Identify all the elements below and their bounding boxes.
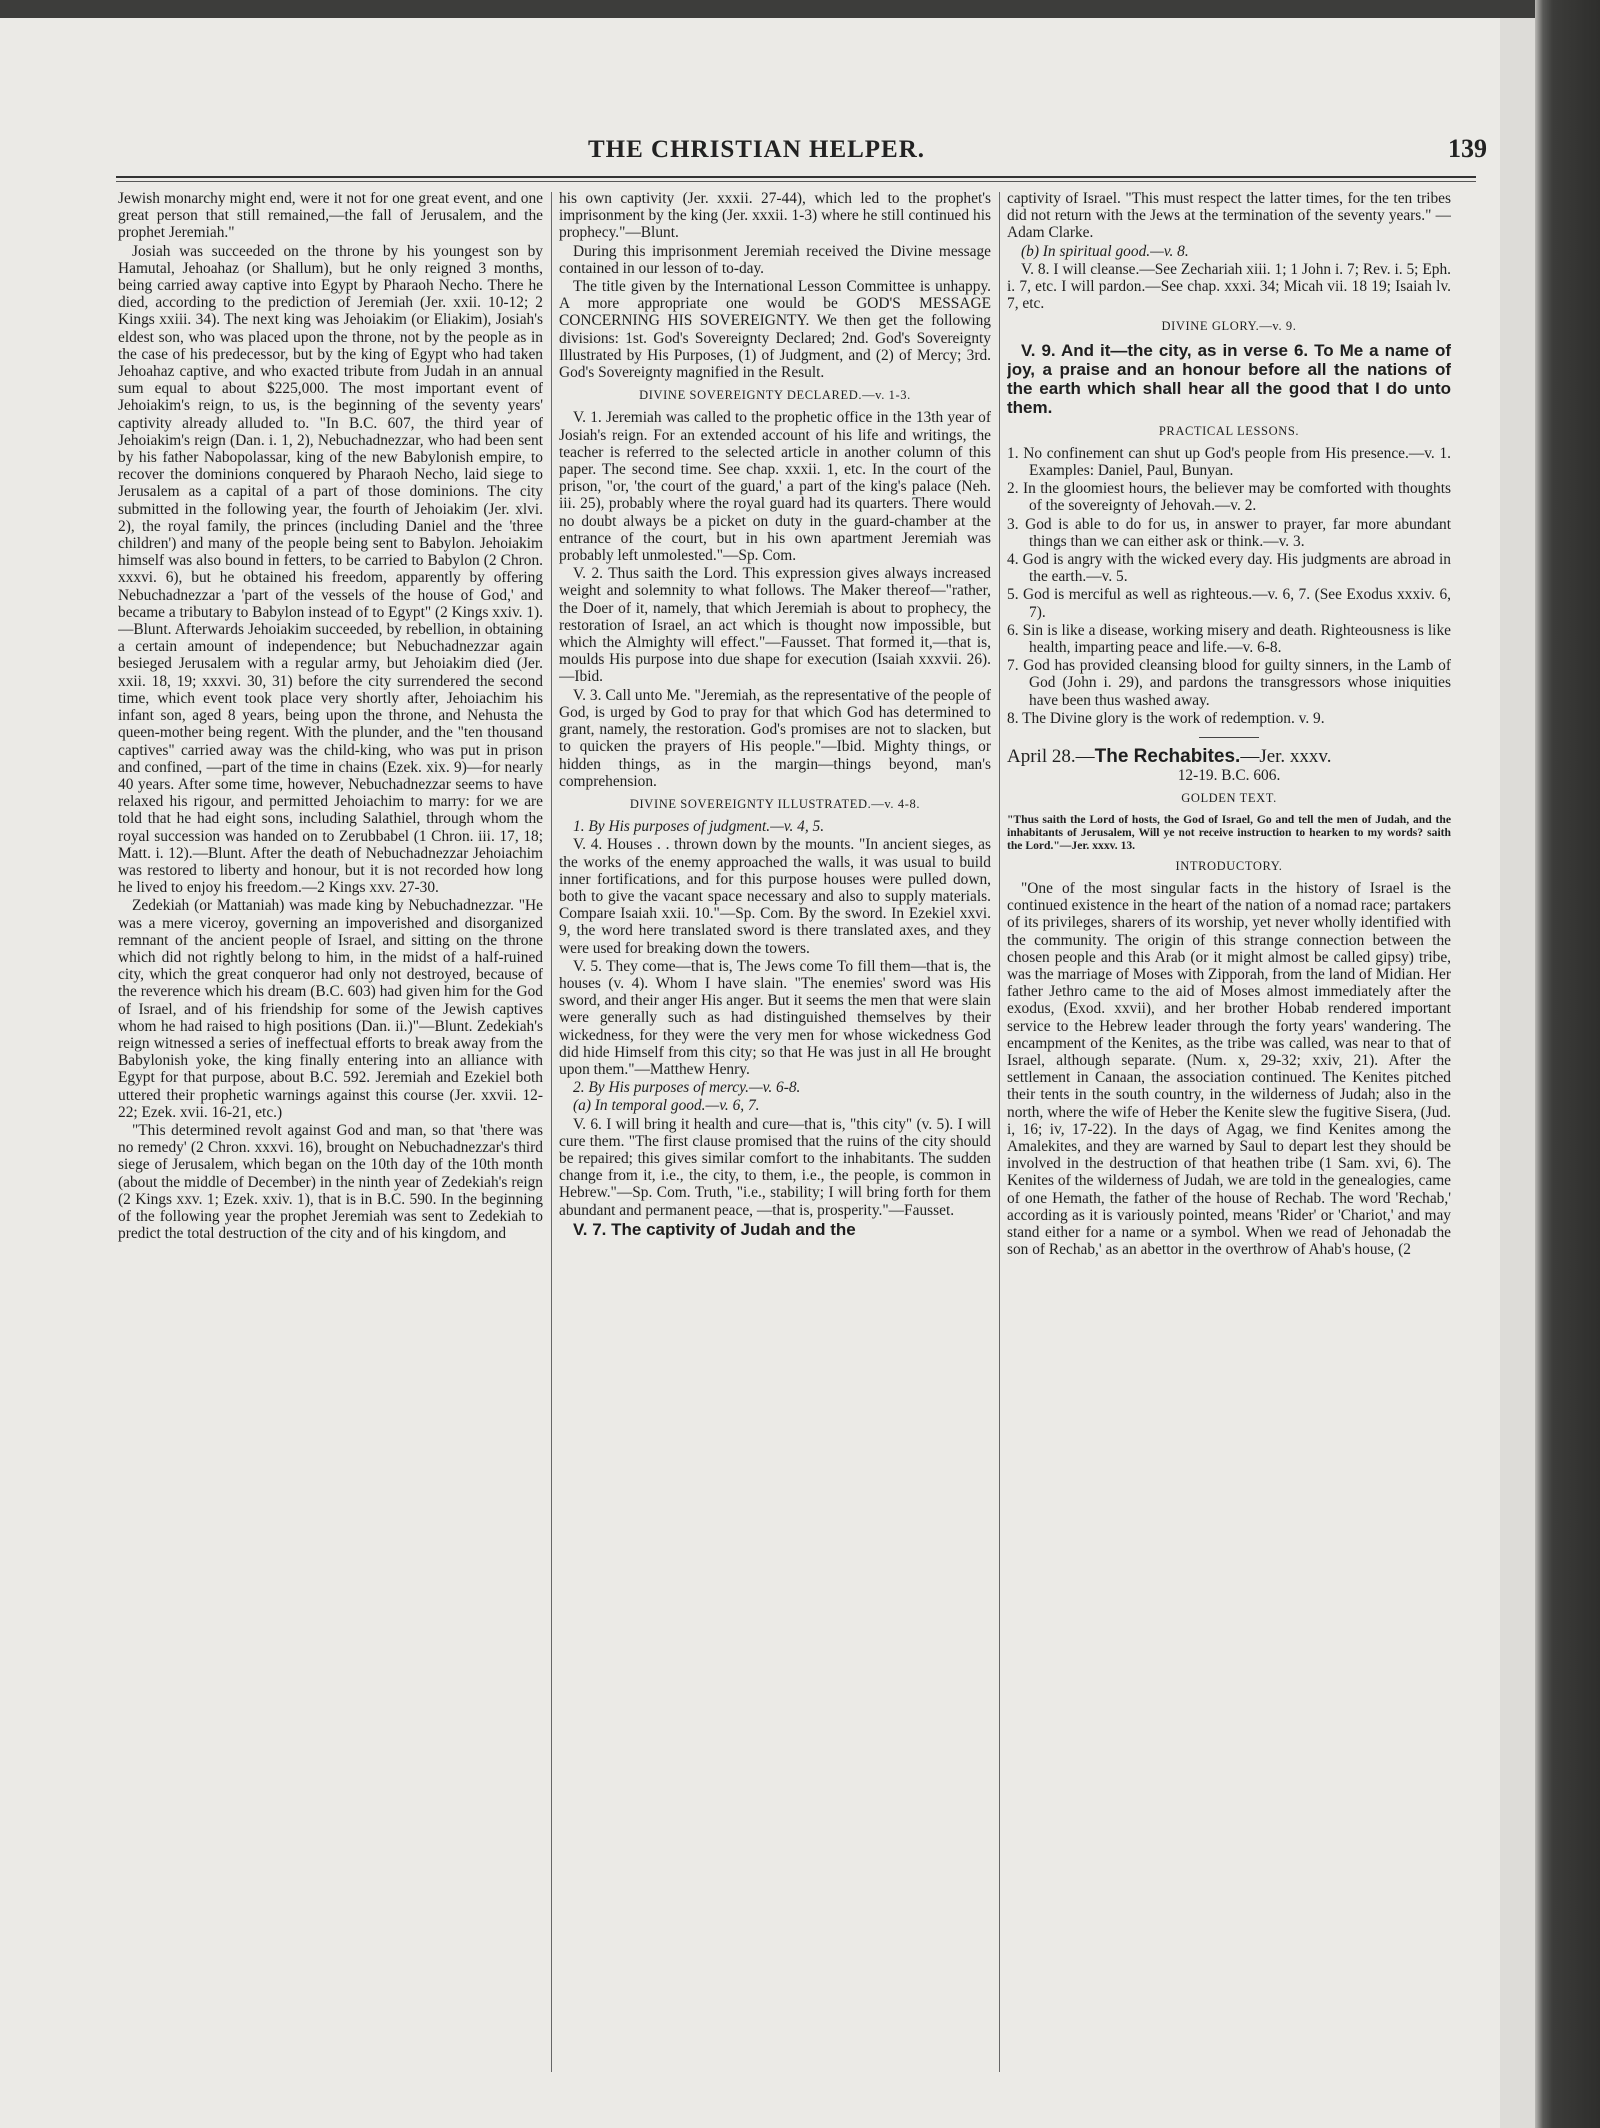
paragraph: Josiah was succeeded on the throne by his youngest son by Hamutal, Jehoahaz (or Shallum), but he only reigned 3 months, being carried away captive into Egypt by Pharaoh Necho. There he died, according to the prediction of Jeremiah (Jer. xxii. 10-12; 2 Kings xxiii. 34). The next king was Jehoiakim (or Eliakim), Josiah's eldest son, who was placed upon the throne, not by the people as in the case of his predecessor, but by the king of Egypt who had taken Jehoahaz captive, and who exacted tribute from Judah in an annual sum equal to about $225,000. The most important event of Jehoiakim's reign, to us, is the beginning of the seventy years' captivity already alluded to. "In B.C. 607, the third year of Jehoiakim's reign (Dan. i. 1, 2), Nebuchadnezzar, who had been sent by his father Nabopolassar, king of the new Babylonish empire, to recover the dominions conquered by Pharaoh Necho, laid siege to Jerusalem as a capital of a part of those dominions. The city submitted in the following year, the fourth of Jehoiakim (Jer. xlvi. 2), the royal family, the princes (including Daniel and the 'three children') and many of the people being sent to Babylon. Jehoiakim himself was also bound in fetters, to be carried to Babylon (2 Chron. xxxvi. 6), but he obtained his freedom, apparently by offering Nebuchadnezzar a 'part of the vessels of the house of God,' and became a tributary to Babylon instead of to Egypt" (2 Kings xxiv. 1).—Blunt. Afterwards Jehoiakim succeeded, by rebellion, in obtaining a certain amount of independence; but Nebuchadnezzar again besieged Jerusalem with a regular army, but Jehoiakim died (Jer. xxii. 18, 19; xxxvi. 30, 31) before the city surrendered the second time, which event took place very shortly after, Jehoiachim his infant son, aged 8 years, being upon the throne, and Nehusta the queen-mother being regent. With the plunder, and the "ten thousand captives" carried away was the child-king, who was put in prison and confined, —part of the time in chains (Ezek. xix. 9)—for nearly 40 years. After some time, however, Nebuchadnezzar seems to have relaxed his rigour, and permitted Jehoiachim to marry: for we are told that he had eight sons, including Salathiel, through whom the royal succession was handed on to Zerubbabel (1 Chron. iii. 17, 18; Matt. i. 12).—Blunt. After the death of Nebuchadnezzar Jehoiachim was restored to liberty and honour, but it is not recorded how long he lived to enjoy his freedom.—2 Kings xxv. 27-30. xyxy=(118,242,543,897)
paragraph: his own captivity (Jer. xxxii. 27-44), which led to the prophet's imprisonment by the king (Jer. xxxii. 1-3) where he still continued his prophecy."—Blunt. xyxy=(559,190,991,242)
verse-note: V. 6. I will bring it health and cure—that is, "this city" (v. 5). I will cure them. "The first clause promised that the ruins of the city should be repaired; this gives similar comfort to the inhabitants. The sudden change from it, i.e., the city, to them, i.e., the people, is common in Hebrew."—Sp. Com. Truth, "i.e., stability; I will bring forth for them abundant and permanent peace, —that is, prosperity."—Fausset. xyxy=(559,1115,991,1219)
verse-note: V. 4. Houses . . thrown down by the mounts. "In ancient sieges, as the works of the enemy approached the walls, it was usual to build inner fortifications, and for this purpose houses were pulled down, both to give the vacant space necessary and also to supply materials. Compare Isaiah xxii. 10."—Sp. Com. By the sword. In Ezekiel xxvi. 9, the word here translated sword is there translated axes, and they were used for breaking down the towers. xyxy=(559,836,991,957)
divider xyxy=(1199,737,1259,738)
paragraph: captivity of Israel. "This must respect the latter times, for the ten tribes did not return with the Jews at the termination of the seventy years." —Adam Clarke. xyxy=(1007,190,1451,242)
verse-note: V. 1. Jeremiah was called to the prophetic office in the 13th year of Josiah's reign. For an extended account of his life and writings, the teacher is referred to the selected article in another column of this paper. The second time. See chap. xxxii. 1, etc. In the court of the prison, "or, 'the court of the guard,' a part of the king's palace (Neh. iii. 25), probably where the royal guard had its quarters. There would no doubt always be a picket on duty in the guard-chamber at the entrance of the court, but in his own apartment Jeremiah was probably left unmolested."—Sp. Com. xyxy=(559,409,991,565)
book-binding-edge xyxy=(1535,0,1600,2128)
facing-page-margin xyxy=(1500,18,1536,2128)
scan-top-border xyxy=(0,0,1600,18)
paragraph: The title given by the International Lesson Committee is unhappy. A more appropriate one would be GOD'S MESSAGE CONCERNING HIS SOVEREIGNTY. We then get the following divisions: 1st. God's Sovereignty Declared; 2nd. God's Sovereignty Illustrated by His Purposes, (1) of Judgment, and (2) of Mercy; 3rd. God's Sovereignty magnified in the Result. xyxy=(559,278,991,382)
text-column-right xyxy=(1007,190,1451,2090)
lesson-item: 3. God is able to do for us, in answer to prayer, far more abundant things than we can either ask or think.—v. 3. xyxy=(1007,515,1451,550)
lesson-verses: 12-19. B.C. 606. xyxy=(1177,767,1281,785)
lesson-reference: —Jer. xxxv. xyxy=(1240,746,1332,768)
lesson-item: 4. God is angry with the wicked every day. His judgments are abroad in the earth.—v. 5. xyxy=(1007,551,1451,586)
verse-note: V. 8. I will cleanse.—See Zechariah xiii. 1; 1 John i. 7; Rev. i. 5; Eph. i. 7, etc. I will pardon.—See chap. xxxi. 34; Micah vii. 18 19; Isaiah lv. 7, etc. xyxy=(1007,260,1451,313)
lesson-title-text: The Rechabites. xyxy=(1094,746,1241,768)
section-heading: DIVINE GLORY.—v. 9. xyxy=(1161,319,1297,334)
paragraph: Jewish monarchy might end, were it not for one great event, and one great person that still remained,—the fall of Jerusalem, and the prophet Jeremiah." xyxy=(118,190,543,242)
verse-note: V. 2. Thus saith the Lord. This expression gives always increased weight and solemnity to what follows. The Maker thereof—"rather, the Doer of it, namely, that which Jeremiah is about to prophecy, the restoration of Israel, an act which is thought now impossible, but which the Almighty will effect."—Fausset. That formed it,—that is, moulds His purpose into due shape for execution (Isaiah xxxvii. 26).—Ibid. xyxy=(559,565,991,686)
verse-note: V. 7. The captivity of Judah and the xyxy=(573,1219,856,1239)
section-heading: DIVINE SOVEREIGNTY ILLUSTRATED.—v. 4-8. xyxy=(629,796,921,811)
paragraph: During this imprisonment Jeremiah received the Divine message contained in our lesson of to-day. xyxy=(559,242,991,277)
header-rule xyxy=(116,176,1476,178)
running-title: THE CHRISTIAN HELPER. xyxy=(588,136,926,163)
lesson-item: 5. God is merciful as well as righteous.—v. 6, 7. (See Exodus xxxiv. 6, 7). xyxy=(1007,586,1451,621)
section-heading: DIVINE SOVEREIGNTY DECLARED.—v. 1-3. xyxy=(639,388,911,403)
paragraph: "One of the most singular facts in the history of Israel is the continued existence in the heart of the nation of a nomad race; partakers of its privileges, sharers of its worship, yet never wholly identified with the community. The origin of this strange connection between the chosen people and this Arab (or it might almost be called gipsy) tribe, was the marriage of Moses with Zipporah, from the land of Midian. Her father Jethro came to the aid of Moses almost immediately after the exodus, (Exod. xxvii), and her brother Hobab rendered important service to the Hebrew leader through the forty years' wandering. The encampment of the Kenites, as the tribe was called, was near to that of Israel, although separate. (Num. x, 29-32; xxiv, 21). After the settlement in Canaan, the association continued. The Kenites pitched their tents in the south country, in the wilderness of Judah; also in the north, where the wife of Heber the Kenite slew the fugitive Sisera, (Jud. i, 16; iv, 17-22). In the days of Agag, we find Kenites among the Amalekites, and they are warned by Saul to depart lest they should be involved in the destruction of that heathen tribe (1 Sam. xvi, 6). The Kenites of the wilderness of Judah, we are told in the genealogies, came of one Hemath, the father of the house of Rechab. The word 'Rechab,' according as it is variously pointed, means 'Rider' or 'Chariot,' and may stand either for a name or a symbol. When we read of Jehonadab the son of Rechab,' as an abettor in the overthrow of Ahab's house, (2 xyxy=(1007,879,1451,1259)
lesson-item: 8. The Divine glory is the work of redemption. v. 9. xyxy=(1007,709,1325,727)
text-column-middle xyxy=(559,190,991,2090)
verse-note: V. 3. Call unto Me. "Jeremiah, as the representative of the people of God, is urged by God to pray for that which God has determined to grant, namely, the restoration. God's promises are not to slacken, but to quicken the prayers of His people."—Ibid. Mighty things, or hidden things, as in the margin—things beyond, man's comprehension. xyxy=(559,686,991,790)
section-heading: PRACTICAL LESSONS. xyxy=(1158,423,1300,438)
verse-note: V. 5. They come—that is, The Jews come To fill them—that is, the houses (v. 4). Whom I have slain. "The enemies' sword was His sword, and their anger His anger. But it seems the men that were slain were generally such as had distinguished themselves by their wickedness, for they were the very men for whose wickedness God did hide Himself from this city; so that He was just in all He brought upon them."—Matthew Henry. xyxy=(559,957,991,1078)
column-divider xyxy=(999,192,1000,2072)
lesson-item: 1. No confinement can shut up God's people from His presence.—v. 1. Examples: Daniel, Paul, Bunyan. xyxy=(1007,444,1451,480)
document-page xyxy=(108,70,1490,2100)
subsection-heading: (b) In spiritual good.—v. 8. xyxy=(1021,242,1189,260)
lesson-item: 7. God has provided cleansing blood for guilty sinners, in the Lamb of God (John i. 29), and pardons the transgressors whose iniquities have been thus washed away. xyxy=(1007,657,1451,709)
text-column-left xyxy=(118,190,543,2090)
subsection-heading: 2. By His purposes of mercy.—v. 6-8. xyxy=(573,1079,801,1097)
section-heading: INTRODUCTORY. xyxy=(1175,858,1283,873)
paragraph: Zedekiah (or Mattaniah) was made king by Nebuchadnezzar. "He was a mere viceroy, governing an impoverished and disorganized remnant of the ancient people of Israel, and sitting on the throne which did not rightly belong to him, in the midst of a half-ruined city, which the great conqueror had only not destroyed, because of the reverence which his dream (B.C. 603) had given him for the God of Israel, and of his friendship for some of the Jewish captives whom he had raised to high positions (Dan. ii.)"—Blunt. Zedekiah's reign witnessed a series of ineffectual efforts to break away from the Babylonish yoke, the king finally entering into an alliance with Egypt for that purpose, about B.C. 592. Jeremiah and Ezekiel both uttered their prophetic warnings against this course (Jer. xxvii. 12-22; Ezek. xvii. 16-21, etc.) xyxy=(118,897,543,1121)
paragraph: "This determined revolt against God and man, so that 'there was no remedy' (2 Chron. xxxvi. 16), brought on Nebuchadnezzar's third siege of Jerusalem, which began on the 10th day of the 10th month (about the middle of December) in the ninth year of Zedekiah's reign (2 Kings xxv. 1; Ezek. xxiv. 1), that is in B.C. 590. In the beginning of the following year the prophet Jeremiah was sent to Zedekiah to predict the total destruction of the city and of his kingdom, and xyxy=(118,1121,543,1243)
lesson-date: April 28.— xyxy=(1007,746,1095,768)
subsection-heading: 1. By His purposes of judgment.—v. 4, 5. xyxy=(573,818,825,836)
subsection-heading: (a) In temporal good.—v. 6, 7. xyxy=(573,1097,760,1115)
lesson-title xyxy=(1007,746,1451,768)
verse-note: V. 9. And it—the city, as in verse 6. To Me a name of joy, a praise and an honour before all the nations of the earth which shall hear all the good that I do unto them. xyxy=(1007,340,1451,417)
lesson-item: 6. Sin is like a disease, working misery and death. Righteousness is like health, imparting peace and life.—v. 6-8. xyxy=(1007,621,1451,657)
lesson-item: 2. In the gloomiest hours, the believer may be comforted with thoughts of the sovereignty of Jehovah.—v. 2. xyxy=(1007,480,1451,515)
golden-text: "Thus saith the Lord of hosts, the God of Israel, Go and tell the men of Judah, and the inhabitants of Jerusalem, Will ye not receive instruction to hearken to my words? saith the Lord."—Jer. xxxv. 13. xyxy=(1007,812,1451,852)
header-rule-thin xyxy=(116,181,1476,182)
column-divider xyxy=(551,192,552,2072)
page-number: 139 xyxy=(1448,134,1487,163)
section-heading: GOLDEN TEXT. xyxy=(1181,791,1277,806)
